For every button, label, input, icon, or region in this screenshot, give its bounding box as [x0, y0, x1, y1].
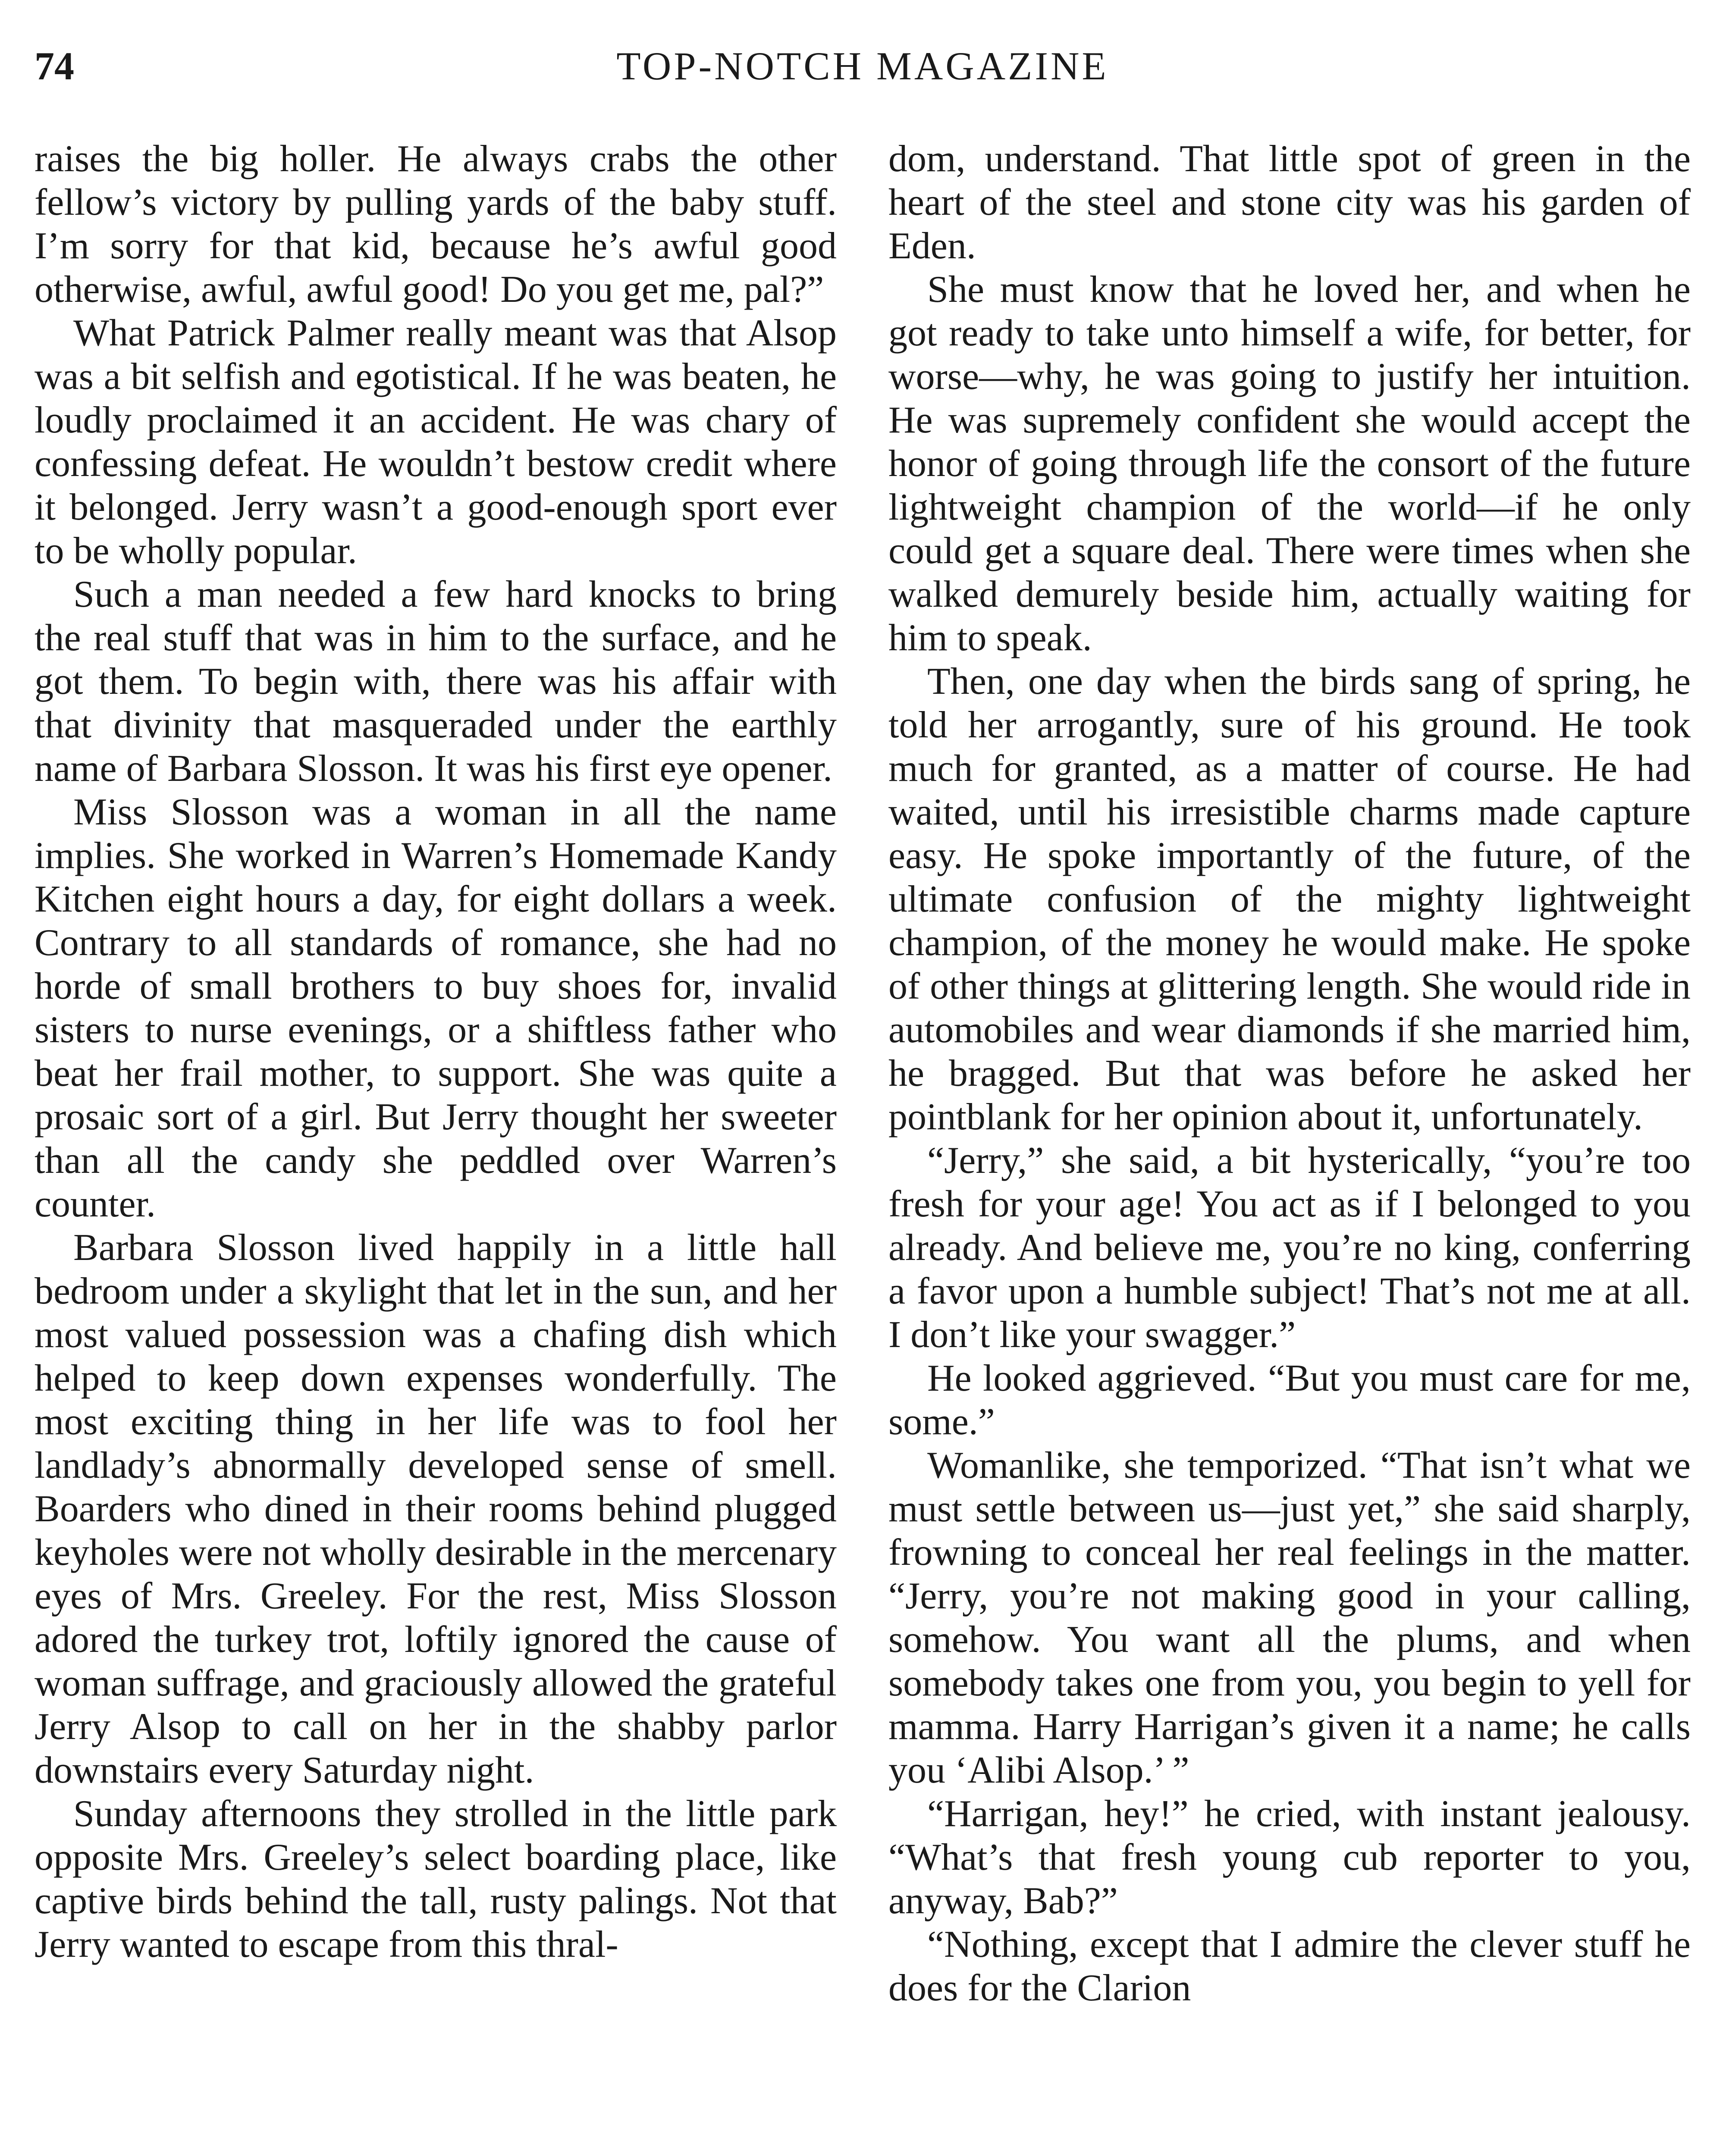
running-head: TOP-NOTCH MAGAZINE — [616, 44, 1109, 88]
paragraph: Womanlike, she temporized. “That isn’t what we must settle between us—just yet,” she said sharply, frowning to conceal her real feelings in the matter. “Jerry, you’re not making good in your calling, somehow. You want all the plums, and when somebody takes one from you, you begin to yell for mamma. Harry Harrigan’s given it a name; he calls you ‘Alibi Alsop.’ ” — [888, 1445, 1691, 1791]
paragraph: Barbara Slosson lived happily in a little hall bedroom under a skylight that let in the sun, and her most valued possession was a chafing dish which helped to keep down expenses wonderfully. The most exciting thing in her life was to fool her landlady’s abnormally developed sense of smell. Boarders who dined in their rooms behind plugged keyholes were not wholly desirable in the mercenary eyes of Mrs. Greeley. For the rest, Miss Slosson adored the turkey trot, loftily ignored the cause of woman suffrage, and graciously allowed the grateful Jerry Alsop to call on her in the shabby parlor downstairs every Saturday night. — [35, 1227, 837, 1791]
paragraph: Miss Slosson was a woman in all the name implies. She worked in Warren’s Homemade Kandy Kitchen eight hours a day, for eight dollars a week. Contrary to all standards of romance, she had no horde of small brothers to buy shoes for, invalid sisters to nurse evenings, or a shiftless father who beat her frail mother, to support. She was quite a prosaic sort of a girl. But Jerry thought her sweeter than all the candy she peddled over Warren’s counter. — [35, 791, 837, 1225]
page-number: 74 — [35, 44, 74, 88]
right-column — [888, 137, 1691, 2156]
left-column — [35, 137, 837, 2156]
paragraph: She must know that he loved her, and when he got ready to take unto himself a wife, for better, for worse—why, he was going to justify her intuition. He was supremely confident she would accept the honor of going through life the consort of the future lightweight champion of the world—if he only could get a square deal. There were times when she walked demurely beside him, actually waiting for him to speak. — [888, 269, 1691, 659]
paragraph: “Nothing, except that I admire the clever stuff he does for the Clarion — [888, 1924, 1691, 2009]
paragraph: Sunday afternoons they strolled in the little park opposite Mrs. Greeley’s select boarding place, like captive birds behind the tall, rusty palings. Not that Jerry wanted to escape from this thral- — [35, 1793, 837, 1965]
page-header — [35, 34, 1691, 103]
paragraph: Then, one day when the birds sang of spring, he told her arrogantly, sure of his ground. He took much for granted, as a matter of course. He had waited, until his irresistible charms made capture easy. He spoke importantly of the future, of the ultimate confusion of the mighty lightweight champion, of the money he would make. He spoke of other things at glittering length. She would ride in automobiles and wear diamonds if she married him, he bragged. But that was before he asked her pointblank for her opinion about it, unfortunately. — [888, 661, 1691, 1138]
paragraph: “Harrigan, hey!” he cried, with instant jealousy. “What’s that fresh young cub reporter to you, anyway, Bab?” — [888, 1793, 1691, 1922]
paragraph: He looked aggrieved. “But you must care for me, some.” — [888, 1357, 1691, 1443]
paragraph: dom, understand. That little spot of green in the heart of the steel and stone city was his garden of Eden. — [888, 138, 1691, 267]
paragraph: “Jerry,” she said, a bit hysterically, “you’re too fresh for your age! You act as if I belonged to you already. And believe me, you’re no king, conferring a favor upon a humble subject! That’s not me at all. I don’t like your swagger.” — [888, 1140, 1691, 1356]
paragraph: What Patrick Palmer really meant was that Alsop was a bit selfish and egotistical. If he was beaten, he loudly proclaimed it an accident. He was chary of confessing defeat. He wouldn’t bestow credit where it belonged. Jerry wasn’t a good-enough sport ever to be wholly popular. — [35, 312, 837, 572]
paragraph: Such a man needed a few hard knocks to bring the real stuff that was in him to the surface, and he got them. To begin with, there was his affair with that divinity that masqueraded under the earthly name of Barbara Slosson. It was his first eye opener. — [35, 573, 837, 790]
paragraph: raises the big holler. He always crabs the other fellow’s victory by pulling yards of the baby stuff. I’m sorry for that kid, because he’s awful good otherwise, awful, awful good! Do you get me, pal?” — [35, 138, 837, 310]
